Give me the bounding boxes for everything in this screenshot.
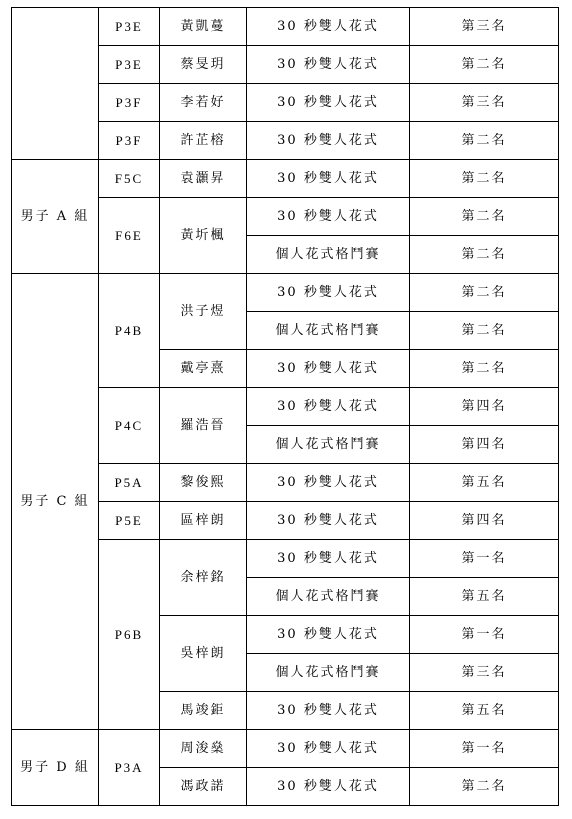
event-cell: 30 秒雙人花式 xyxy=(247,8,410,46)
rank-cell: 第一名 xyxy=(410,540,559,578)
class-cell: P4C xyxy=(99,388,160,464)
event-cell: 30 秒雙人花式 xyxy=(247,122,410,160)
class-cell: P3A xyxy=(99,730,160,806)
class-cell: P4B xyxy=(99,274,160,388)
rank-cell: 第三名 xyxy=(410,84,559,122)
event-cell: 30 秒雙人花式 xyxy=(247,198,410,236)
name-cell: 周浚燊 xyxy=(160,730,247,768)
table-row xyxy=(12,8,559,46)
class-cell: P3F xyxy=(99,84,160,122)
name-cell: 黃圻楓 xyxy=(160,198,247,274)
event-cell: 個人花式格鬥賽 xyxy=(247,578,410,616)
rank-cell: 第二名 xyxy=(410,768,559,806)
event-cell: 30 秒雙人花式 xyxy=(247,730,410,768)
name-cell: 蔡旻玥 xyxy=(160,46,247,84)
name-cell: 李若好 xyxy=(160,84,247,122)
event-cell: 30 秒雙人花式 xyxy=(247,502,410,540)
rank-cell: 第二名 xyxy=(410,350,559,388)
event-cell: 30 秒雙人花式 xyxy=(247,84,410,122)
event-cell: 30 秒雙人花式 xyxy=(247,768,410,806)
group-cell: 男子 C 組 xyxy=(12,274,99,730)
event-cell: 30 秒雙人花式 xyxy=(247,464,410,502)
rank-cell: 第四名 xyxy=(410,426,559,464)
event-cell: 個人花式格鬥賽 xyxy=(247,426,410,464)
event-cell: 30 秒雙人花式 xyxy=(247,350,410,388)
class-cell: P6B xyxy=(99,540,160,730)
rank-cell: 第一名 xyxy=(410,616,559,654)
event-cell: 個人花式格鬥賽 xyxy=(247,654,410,692)
rank-cell: 第五名 xyxy=(410,464,559,502)
event-cell: 30 秒雙人花式 xyxy=(247,540,410,578)
rank-cell: 第二名 xyxy=(410,236,559,274)
group-cell xyxy=(12,8,99,160)
name-cell: 許芷榕 xyxy=(160,122,247,160)
event-cell: 30 秒雙人花式 xyxy=(247,274,410,312)
event-cell: 30 秒雙人花式 xyxy=(247,388,410,426)
name-cell: 區梓朗 xyxy=(160,502,247,540)
name-cell: 黃凱蔓 xyxy=(160,8,247,46)
rank-cell: 第二名 xyxy=(410,46,559,84)
rank-cell: 第五名 xyxy=(410,692,559,730)
name-cell: 余梓銘 xyxy=(160,540,247,616)
rank-cell: 第二名 xyxy=(410,198,559,236)
name-cell: 洪子煜 xyxy=(160,274,247,350)
class-cell: P3E xyxy=(99,8,160,46)
group-cell: 男子 A 組 xyxy=(12,160,99,274)
event-cell: 個人花式格鬥賽 xyxy=(247,236,410,274)
rank-cell: 第三名 xyxy=(410,654,559,692)
class-cell: P5A xyxy=(99,464,160,502)
event-cell: 30 秒雙人花式 xyxy=(247,692,410,730)
event-cell: 個人花式格鬥賽 xyxy=(247,312,410,350)
rank-cell: 第三名 xyxy=(410,8,559,46)
rank-cell: 第五名 xyxy=(410,578,559,616)
group-cell: 男子 D 組 xyxy=(12,730,99,806)
name-cell: 袁灝昇 xyxy=(160,160,247,198)
rank-cell: 第四名 xyxy=(410,388,559,426)
class-cell: P3F xyxy=(99,122,160,160)
table-row xyxy=(12,160,559,198)
event-cell: 30 秒雙人花式 xyxy=(247,616,410,654)
rank-cell: 第二名 xyxy=(410,274,559,312)
table-row xyxy=(12,274,559,312)
rank-cell: 第二名 xyxy=(410,160,559,198)
rank-cell: 第四名 xyxy=(410,502,559,540)
rank-cell: 第二名 xyxy=(410,122,559,160)
name-cell: 馮政諾 xyxy=(160,768,247,806)
event-cell: 30 秒雙人花式 xyxy=(247,46,410,84)
class-cell: F5C xyxy=(99,160,160,198)
name-cell: 羅浩晉 xyxy=(160,388,247,464)
name-cell: 黎俊熙 xyxy=(160,464,247,502)
name-cell: 馬竣鉅 xyxy=(160,692,247,730)
table-row xyxy=(12,730,559,768)
class-cell: F6E xyxy=(99,198,160,274)
name-cell: 吳梓朗 xyxy=(160,616,247,692)
results-table xyxy=(11,7,559,806)
event-cell: 30 秒雙人花式 xyxy=(247,160,410,198)
class-cell: P5E xyxy=(99,502,160,540)
rank-cell: 第一名 xyxy=(410,730,559,768)
class-cell: P3E xyxy=(99,46,160,84)
name-cell: 戴亭熹 xyxy=(160,350,247,388)
rank-cell: 第二名 xyxy=(410,312,559,350)
